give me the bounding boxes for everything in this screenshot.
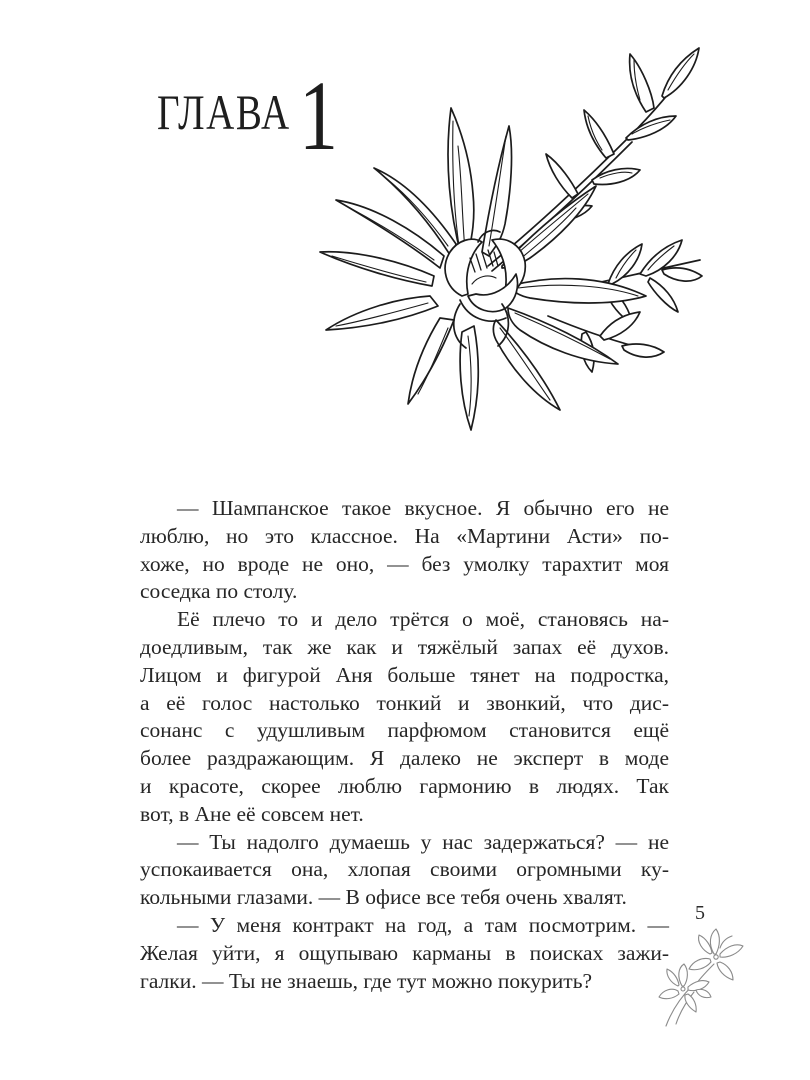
text-block (140, 495, 669, 995)
text-line: — Шампанское такое вкусное. Я обычно его не (177, 496, 669, 520)
text-line: люблю, но это классное. На «Мартини Асти» по- (140, 523, 669, 548)
text-line: и красоте, скорее люблю гармонию в людях. Так (140, 773, 669, 798)
text-line: доедливым, так же как и тяжёлый запах её духов. (140, 634, 669, 659)
text-line: кольными глазами. — В офисе все тебя очень хвалят. (140, 885, 627, 910)
text-line: вот, в Ане её совсем нет. (140, 801, 364, 826)
footer-flower-sprig-icon (650, 926, 755, 1031)
text-line: более раздражающим. Я далеко не эксперт в моде (140, 746, 669, 771)
text-line: Желая уйти, я ощупываю карманы в поисках зажи- (140, 940, 669, 965)
flower-illustration (310, 46, 705, 441)
text-line: а её голос настолько тонкий и звонкий, что дис- (140, 690, 669, 715)
text-line: соседка по столу. (140, 579, 298, 604)
text-line: — Ты надолго думаешь у нас задержаться? — не (177, 829, 669, 854)
chapter-heading-number: 1 (299, 60, 338, 171)
text-line: — У меня контракт на год, а там посмотрим. — (177, 912, 669, 937)
text-line: галки. — Ты не знаешь, где тут можно покурить? (140, 968, 593, 993)
text-line: успокаивается она, хлопая своими огромными ку- (140, 857, 669, 882)
text-line: Лицом и фигурой Аня больше тянет на подростка, (140, 662, 669, 687)
text-line: Её плечо то и дело трётся о моё, становясь на- (177, 607, 669, 632)
text-line: сонанс с удушливым парфюмом становится ещё (140, 718, 669, 743)
text-line: хоже, но вроде не оно, — без умолку тарахтит моя (140, 551, 669, 576)
chapter-heading-label: ГЛАВА (157, 84, 291, 140)
page-number: 5 (695, 902, 705, 924)
